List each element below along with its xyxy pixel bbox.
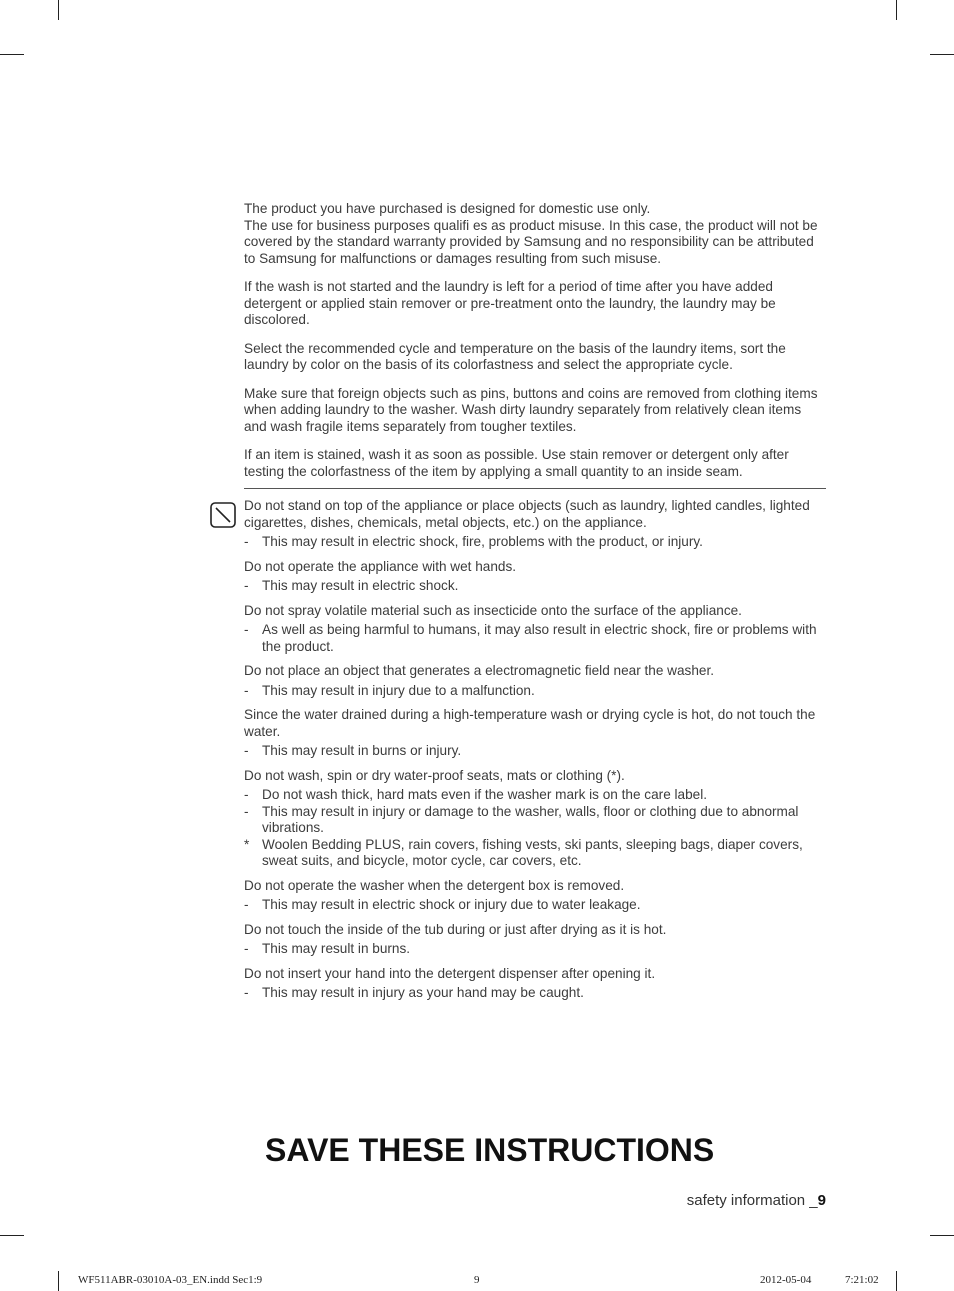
intro-section [244, 201, 826, 492]
warning-item [244, 663, 826, 699]
warning-note: - This may result in electric shock, fire, problems with the product, or injury. [244, 534, 703, 549]
slug-file: WF511ABR-03010A-03_EN.indd Sec1:9 [78, 1274, 263, 1286]
crop-mark [930, 1235, 954, 1236]
intro-paragraph: Make sure that foreign objects such as pins, buttons and coins are removed from clothing items when adding laundry to the washer. Wash dirty laundry separately from relatively clean items and wash fragile items separately from tougher textiles. [244, 385, 818, 434]
warning-note: - This may result in burns or injury. [244, 743, 462, 758]
warning-list [244, 498, 826, 1010]
crop-mark [0, 1235, 24, 1236]
warning-text: Do not insert your hand into the detergent dispenser after opening it. [244, 965, 656, 981]
warning-text: Do not operate the washer when the detergent box is removed. [244, 877, 625, 893]
prohibition-icon [210, 502, 236, 528]
warning-text: Do not spray volatile material such as insecticide onto the surface of the appliance. [244, 602, 742, 618]
warning-note: - As well as being harmful to humans, it may also result in electric shock, fire or problems with the product. [244, 622, 817, 654]
footer-section-label: safety information _ [686, 1192, 818, 1209]
slug-time: 7:21:02 [845, 1274, 879, 1286]
section-divider [244, 488, 826, 489]
warning-note: - This may result in burns. [244, 941, 411, 956]
warning-note: - This may result in electric shock or injury due to water leakage. [244, 897, 641, 912]
warning-text: Do not wash, spin or dry water-proof seats, mats or clothing (*). [244, 767, 625, 783]
warning-text: Do not operate the appliance with wet hands. [244, 558, 517, 574]
warning-item [244, 922, 826, 958]
warning-text: Do not touch the inside of the tub during or just after drying as it is hot. [244, 921, 667, 937]
warning-footnote: * Woolen Bedding PLUS, rain covers, fishing vests, ski pants, sleeping bags, diaper covers, sweat suits, and bicycle, motor cycle, car covers, etc. [244, 836, 803, 868]
warning-item [244, 768, 826, 870]
crop-mark [0, 54, 24, 55]
warning-note: - This may result in injury as your hand may be caught. [244, 985, 584, 1000]
intro-paragraph: The product you have purchased is designed for domestic use only. The use for business purposes qualifi es as product misuse. In this case, the product will not be covered by the standard warranty provided by Samsung and no responsibility can be attributed to Samsung for malfunctions or damages resulting from such misuse. [244, 201, 818, 266]
warning-text: Do not place an object that generates a electromagnetic field near the washer. [244, 663, 715, 678]
crop-mark [58, 0, 59, 20]
page-footer [687, 1192, 826, 1209]
page-number: 9 [817, 1192, 826, 1209]
warning-item [244, 498, 826, 551]
intro-paragraph: If an item is stained, wash it as soon as possible. Use stain remover or detergent only after testing the colorfastness of the item by applying a small quantity to an inside seam. [244, 447, 789, 479]
warning-note: - Do not wash thick, hard mats even if the washer mark is on the care label. [244, 787, 708, 802]
crop-mark [896, 0, 897, 20]
warning-text: Since the water drained during a high-temperature wash or drying cycle is hot, do not touch the water. [244, 707, 816, 739]
intro-paragraph: If the wash is not started and the laundry is left for a period of time after you have added detergent or applied stain remover or pre-treatment onto the laundry, the laundry may be discolored. [244, 279, 776, 327]
warning-text: Do not stand on top of the appliance or place objects (such as laundry, lighted candles, lighted cigarettes, dishes, chemicals, metal objects, etc.) on the appliance. [244, 498, 810, 530]
crop-mark [58, 1271, 59, 1291]
crop-mark [896, 1271, 897, 1291]
warning-note: - This may result in electric shock. [244, 578, 459, 593]
page-heading: SAVE THESE INSTRUCTIONS [265, 1132, 715, 1168]
warning-note: - This may result in injury due to a malfunction. [244, 682, 535, 698]
warning-item [244, 603, 826, 656]
slug-date: 2012-05-04 [760, 1274, 812, 1286]
crop-mark [930, 54, 954, 55]
slug-page: 9 [474, 1274, 480, 1286]
warning-item [244, 966, 826, 1002]
warning-item [244, 878, 826, 914]
intro-paragraph: Select the recommended cycle and temperature on the basis of the laundry items, sort the laundry by color on the basis of its colorfastness and select the appropriate cycle. [244, 340, 786, 372]
warning-item [244, 559, 826, 595]
warning-note: - This may result in injury or damage to the washer, walls, floor or clothing due to abnormal vibrations. [244, 803, 799, 835]
warning-item [244, 707, 826, 760]
